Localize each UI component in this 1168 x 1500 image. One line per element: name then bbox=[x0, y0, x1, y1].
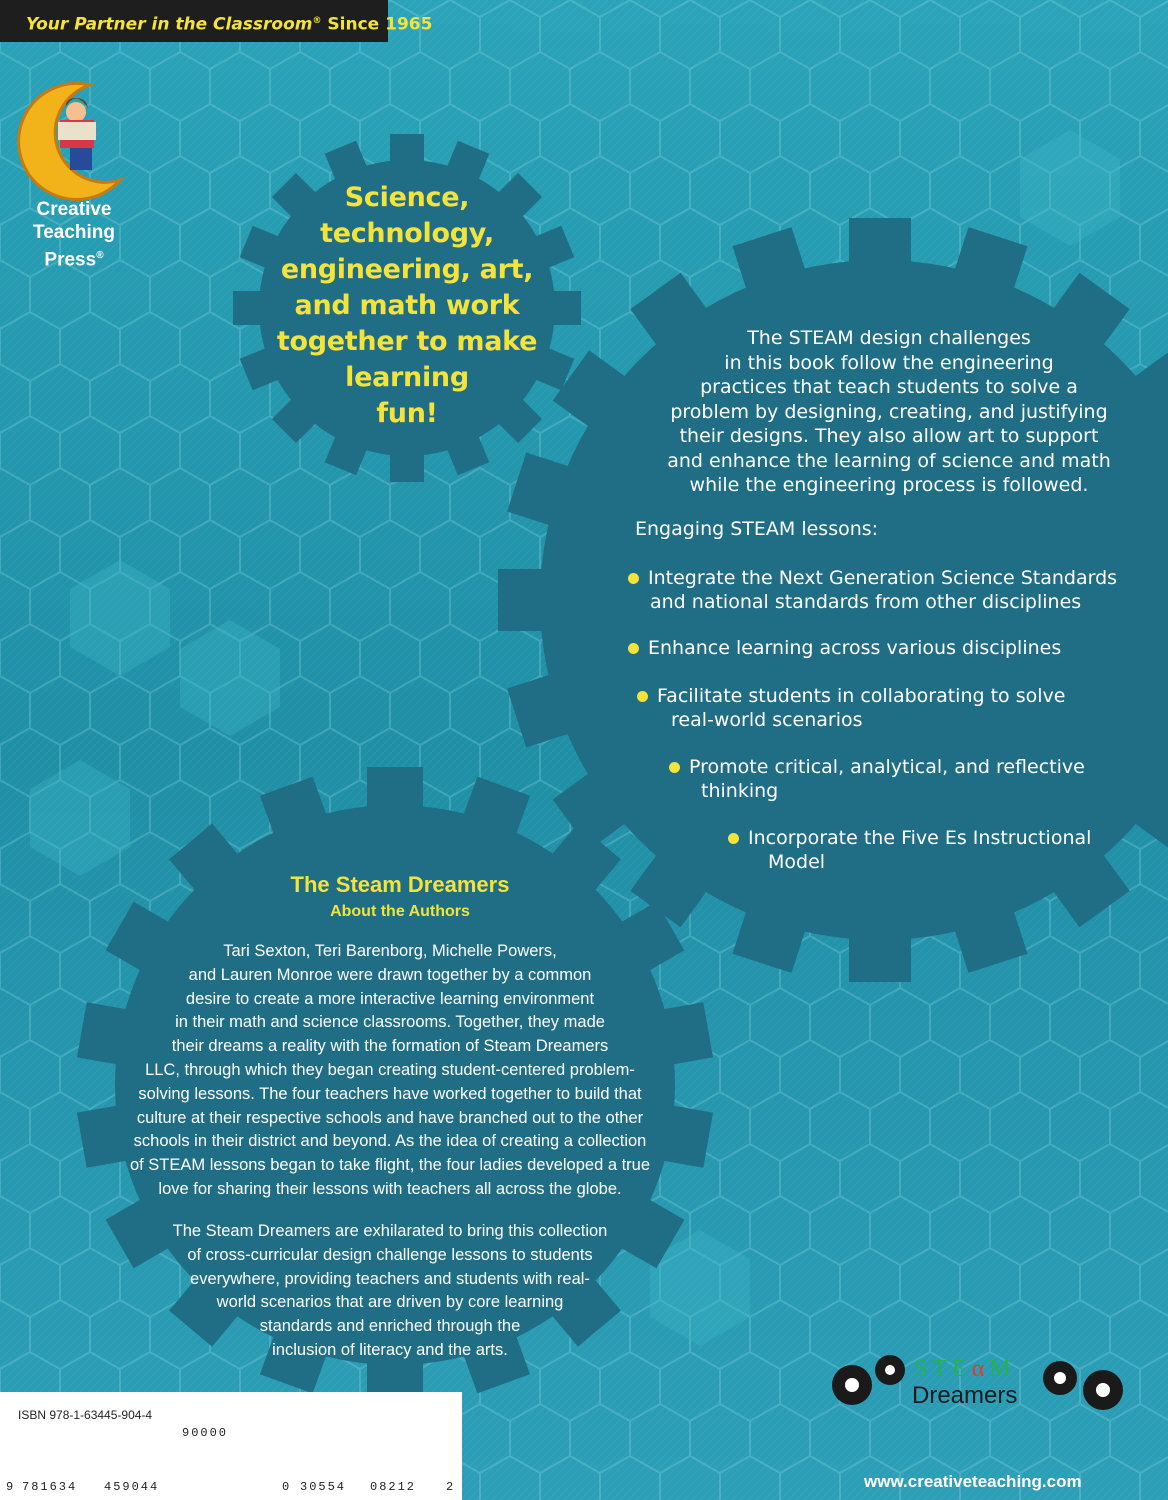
bio-line: their dreams a reality with the formation of Steam Dreamers bbox=[171, 1037, 609, 1056]
price-code: 90000 bbox=[182, 1426, 229, 1440]
gear-tooth bbox=[498, 569, 544, 631]
headline-line: and math work bbox=[294, 290, 520, 321]
isbn-number: ISBN 978-1-63445-904-4 bbox=[18, 1408, 153, 1422]
bio-line: The Steam Dreamers are exhilarated to bring this collection bbox=[172, 1222, 608, 1240]
lessons-heading: Engaging STEAM lessons: bbox=[635, 518, 879, 540]
lesson-bullet bbox=[648, 566, 1117, 614]
bio-line: inclusion of literacy and the arts. bbox=[272, 1340, 508, 1359]
bio-line: culture at their respective schools and have branched out to the other bbox=[136, 1108, 644, 1127]
upc-lead-digit: 0 bbox=[282, 1480, 292, 1494]
lesson-bullet bbox=[748, 826, 1091, 874]
barcode-digits-b: 459044 bbox=[104, 1480, 160, 1494]
headline-line: fun! bbox=[376, 398, 438, 429]
steam-letter: α bbox=[971, 1356, 990, 1382]
steam-letter: T bbox=[932, 1356, 953, 1382]
headline-line: Science, bbox=[344, 182, 470, 213]
gear-tooth bbox=[367, 767, 423, 809]
publisher-tagline bbox=[0, 0, 433, 42]
bullet-dot-icon bbox=[669, 762, 680, 773]
tagline-trademark: ® bbox=[312, 16, 322, 26]
intro-line: The STEAM design challenges bbox=[747, 327, 1031, 349]
bio-line: desire to create a more interactive learning environment bbox=[185, 989, 595, 1008]
lesson-bullet bbox=[648, 636, 1061, 660]
authors-title: The Steam Dreamers bbox=[290, 872, 510, 897]
bullet-dot-icon bbox=[728, 833, 739, 844]
gear-tooth bbox=[233, 291, 263, 325]
steam-letter: S bbox=[914, 1356, 933, 1382]
bullet-dot-icon bbox=[637, 691, 648, 702]
upc-digits-a: 30554 bbox=[300, 1480, 347, 1494]
bullet-line: and national standards from other disciplines bbox=[650, 591, 1082, 613]
headline bbox=[262, 180, 552, 432]
publisher-name-line: Teaching bbox=[33, 222, 115, 243]
bullet-line: Integrate the Next Generation Science Standards bbox=[648, 567, 1118, 589]
headline-line: technology, bbox=[320, 218, 494, 249]
tagline-since: Since 1965 bbox=[321, 14, 433, 35]
intro-line: problem by designing, creating, and justifying bbox=[670, 400, 1108, 423]
steam-logo-word bbox=[914, 1356, 1016, 1383]
steam-logo-dreamers: Dreamers bbox=[912, 1382, 1018, 1409]
gear-tooth bbox=[390, 134, 424, 164]
intro-line: practices that teach students to solve a bbox=[700, 376, 1078, 398]
registered-mark: ® bbox=[96, 250, 104, 261]
barcode-digits-a: 781634 bbox=[22, 1480, 78, 1494]
bullet-line: Promote critical, analytical, and reflective bbox=[689, 756, 1085, 778]
gear-tooth bbox=[390, 452, 424, 482]
bullet-line: Enhance learning across various disciplines bbox=[648, 637, 1062, 659]
headline-line: engineering, art, bbox=[280, 254, 534, 285]
gear-tooth bbox=[849, 218, 911, 264]
steam-letter: M bbox=[989, 1356, 1016, 1382]
lesson-bullet bbox=[657, 684, 1065, 732]
authors-subtitle: About the Authors bbox=[330, 903, 470, 920]
intro-line: in this book follow the engineering bbox=[724, 351, 1054, 374]
intro-line: their designs. They also allow art to support bbox=[679, 425, 1099, 447]
bullet-dot-icon bbox=[628, 573, 639, 584]
bullet-line: Model bbox=[768, 851, 826, 873]
bio-line: of cross-curricular design challenge lessons to students bbox=[187, 1245, 593, 1264]
lesson-bullet bbox=[689, 755, 1085, 803]
authors-bio-paragraph-1 bbox=[120, 940, 660, 1202]
upc-check-digit: 2 bbox=[446, 1480, 456, 1494]
bullet-line: Facilitate students in collaborating to solve bbox=[657, 685, 1066, 707]
publisher-name-line: Press bbox=[44, 249, 97, 271]
bio-line: world scenarios that are driven by core learning bbox=[216, 1293, 564, 1312]
bio-line: love for sharing their lessons with teachers all across the globe. bbox=[158, 1179, 622, 1198]
barcode-lead-digit: 9 bbox=[6, 1480, 16, 1494]
headline-line: together to make bbox=[276, 326, 538, 357]
bio-line: in their math and science classrooms. Together, they made bbox=[175, 1013, 605, 1032]
authors-bio-paragraph-2 bbox=[120, 1220, 660, 1363]
steam-letter: E bbox=[952, 1356, 972, 1382]
bio-line: everywhere, providing teachers and students with real- bbox=[190, 1269, 590, 1288]
bio-line: of STEAM lessons began to take flight, the four ladies developed a true bbox=[129, 1156, 651, 1175]
tagline-text: Your Partner in the Classroom bbox=[26, 14, 313, 35]
bullet-dot-icon bbox=[628, 643, 639, 654]
intro-line: and enhance the learning of science and math bbox=[667, 449, 1111, 472]
intro-line: while the engineering process is followed. bbox=[689, 474, 1089, 496]
bio-line: LLC, through which they began creating student-centered problem- bbox=[145, 1060, 635, 1079]
intro-paragraph bbox=[620, 326, 1158, 498]
website-url[interactable]: www.creativeteaching.com bbox=[864, 1472, 1082, 1491]
headline-line: learning bbox=[345, 362, 469, 393]
bullet-line: Incorporate the Five Es Instructional bbox=[748, 827, 1092, 849]
bio-line: and Lauren Monroe were drawn together by a common bbox=[188, 965, 592, 984]
publisher-name bbox=[10, 198, 138, 271]
bio-line: Tari Sexton, Teri Barenborg, Michelle Powers, bbox=[223, 942, 557, 960]
upc-digits-b: 08212 bbox=[370, 1480, 417, 1494]
bio-line: schools in their district and beyond. As the idea of creating a collection bbox=[133, 1132, 647, 1151]
bio-line: solving lessons. The four teachers have worked together to build that bbox=[138, 1084, 642, 1103]
gear-tooth bbox=[849, 936, 911, 982]
bio-line: standards and enriched through the bbox=[259, 1317, 521, 1336]
bullet-line: thinking bbox=[701, 780, 779, 802]
publisher-name-line: Creative bbox=[36, 199, 112, 220]
gear-tooth bbox=[551, 291, 581, 325]
bullet-line: real-world scenarios bbox=[671, 709, 863, 731]
